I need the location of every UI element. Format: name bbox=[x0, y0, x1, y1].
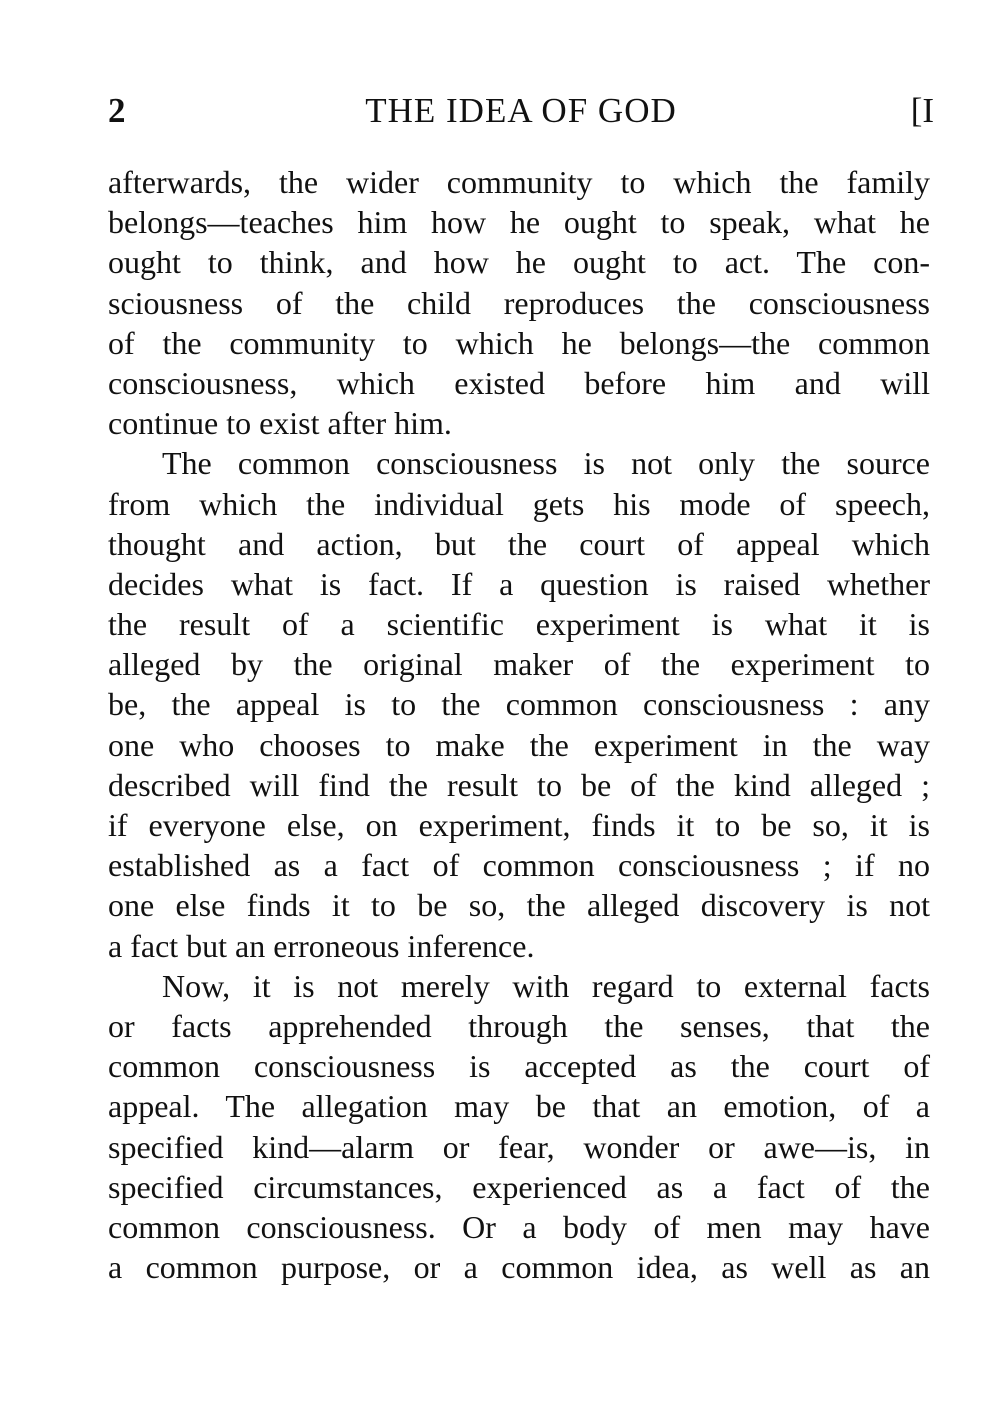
running-title: THE IDEA OF GOD bbox=[365, 91, 677, 130]
text-line: thought and action, but the court of appeal which bbox=[108, 525, 930, 562]
text-line: alleged by the original maker of the experiment to bbox=[108, 646, 930, 683]
text-line: a common purpose, or a common idea, as well as an bbox=[108, 1249, 930, 1286]
text-line: Now, it is not merely with regard to external facts bbox=[162, 967, 930, 1004]
text-line: a fact but an erroneous inference. bbox=[108, 927, 535, 964]
text-line: one else finds it to be so, the alleged discovery is not bbox=[108, 887, 930, 924]
text-line: of the community to which he belongs—the common bbox=[108, 324, 930, 361]
text-line: be, the appeal is to the common consciousness : any bbox=[108, 686, 930, 723]
text-line: The common consciousness is not only the source bbox=[162, 445, 930, 482]
text-line: described will find the result to be of the kind alleged ; bbox=[108, 766, 930, 803]
text-line: continue to exist after him. bbox=[108, 405, 452, 442]
text-line: from which the individual gets his mode of speech, bbox=[108, 485, 930, 522]
text-line: decides what is fact. If a question is raised whether bbox=[108, 565, 930, 602]
text-line: sciousness of the child reproduces the consciousness bbox=[108, 284, 930, 321]
chapter-mark: [I bbox=[910, 91, 934, 130]
text-line: ought to think, and how he ought to act. The con- bbox=[108, 244, 930, 281]
text-line: the result of a scientific experiment is what it is bbox=[108, 606, 930, 643]
paragraph-3 bbox=[108, 966, 930, 1288]
running-head bbox=[108, 86, 934, 136]
body-text bbox=[108, 162, 930, 1287]
text-line: or facts apprehended through the senses, that the bbox=[108, 1007, 930, 1044]
text-line: if everyone else, on experiment, finds it to be so, it is bbox=[108, 807, 930, 843]
text-line: belongs—teaches him how he ought to speak, what he bbox=[108, 204, 930, 241]
text-line: specified circumstances, experienced as a fact of the bbox=[108, 1168, 930, 1205]
text-line: afterwards, the wider community to which the family bbox=[108, 164, 930, 200]
paragraph-1 bbox=[108, 162, 930, 443]
text-line: appeal. The allegation may be that an emotion, of a bbox=[108, 1088, 930, 1125]
text-line: one who chooses to make the experiment in the way bbox=[108, 726, 930, 763]
text-line: common consciousness. Or a body of men may have bbox=[108, 1208, 930, 1245]
paragraph-2 bbox=[108, 443, 930, 965]
text-line: established as a fact of common consciousness ; if no bbox=[108, 847, 930, 884]
text-line: common consciousness is accepted as the court of bbox=[108, 1048, 930, 1085]
text-line: consciousness, which existed before him and will bbox=[108, 364, 930, 401]
page-number: 2 bbox=[108, 91, 126, 130]
text-line: specified kind—alarm or fear, wonder or awe—is, in bbox=[108, 1128, 930, 1165]
